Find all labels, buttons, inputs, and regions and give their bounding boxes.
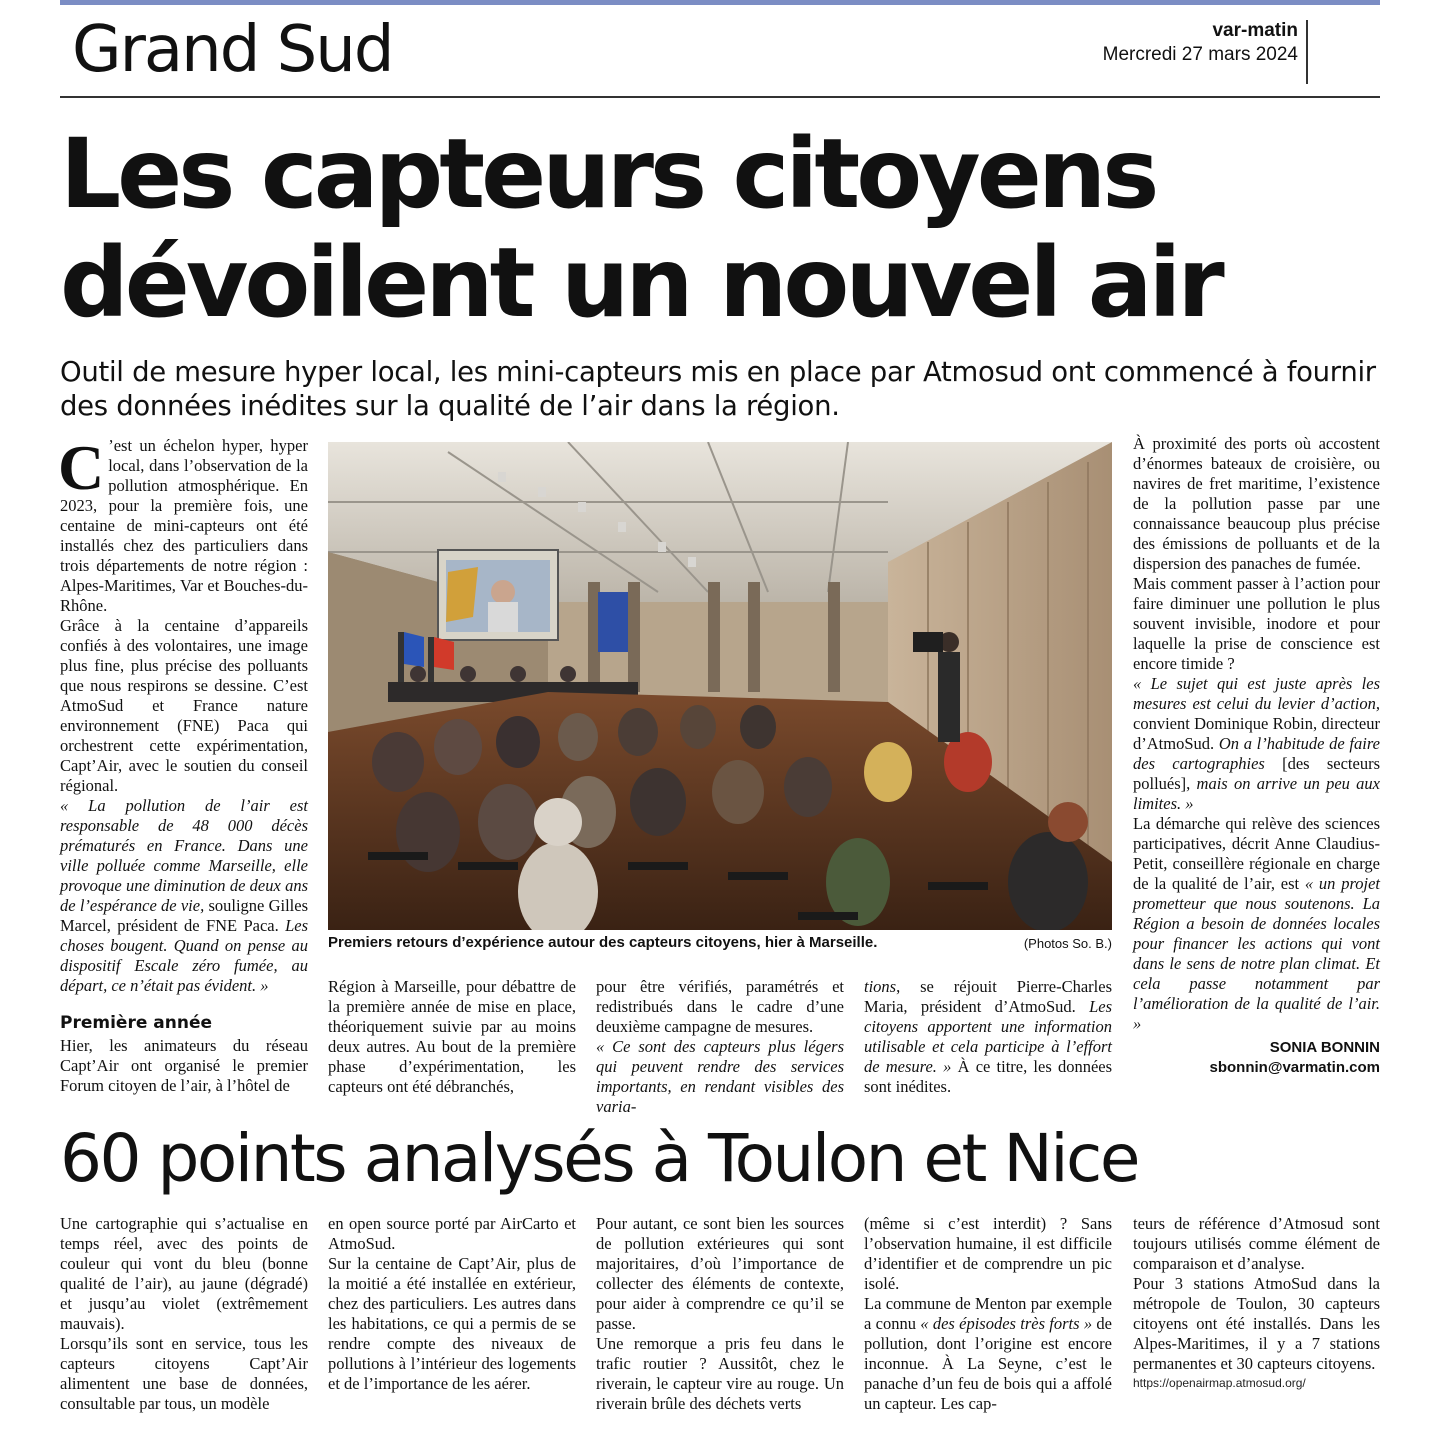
paragraph: Lorsqu’ils sont en service, tous les capteurs citoyens Capt’Air alimentent une base de données, consultable par tous, un modèle <box>60 1334 308 1413</box>
article-column-3 <box>596 977 844 1117</box>
article-column-1 <box>58 432 309 1096</box>
quote: « La pollution de l’air est responsable de 48 000 décès prématurés en France. Dans une ville polluée comme Marseille, elle provoque une diminution de deux ans de l’espérance de vie, <box>60 796 308 915</box>
photo-credit: (Photos So. B.) <box>1023 936 1112 951</box>
paragraph: (même si c’est interdit) ? Sans l’observation humaine, il est difficile d’identifier et de comprendre un pic isolé. <box>864 1214 1112 1293</box>
top-accent-bar <box>60 0 1380 5</box>
paragraph: teurs de référence d’Atmosud sont toujours utilisés comme élément de comparaison et d’analyse. <box>1133 1214 1380 1273</box>
quote: « Ce sont des capteurs plus légers qui peuvent rendre des services importants, en rendant visibles des varia- <box>596 1037 844 1116</box>
caption-text: Premiers retours d’expérience autour des capteurs citoyens, hier à Marseille. <box>328 934 878 951</box>
section-title: Grand Sud <box>72 13 393 87</box>
article-column-4 <box>864 977 1112 1097</box>
author-email: sbonnin@varmatin.com <box>1209 1059 1380 1076</box>
publication-date: Mercredi 27 mars 2024 <box>1102 44 1298 65</box>
article-column-2 <box>328 977 576 1097</box>
masthead-divider <box>1306 20 1308 84</box>
quote-paragraph: « Le sujet qui est juste après les mesures est celui du levier d’action, convient Dominique Robin, directeur d’AtmoSud. On a l’habitude de faire des cartographies [des secteurs pollués], mais on arrive un peu aux limites. » <box>1133 674 1380 813</box>
quote-paragraph: La démarche qui relève des sciences participatives, décrit Anne Claudius-Petit, conseillère régionale en charge de la qualité de l’air, est « un projet prometteur que nous soutenons. La Région a besoin de données locales pour financer les actions qui vont dans le sens de notre plan climat. Et cela passe notamment par l’amélioration de la qualité de l’air. » <box>1133 814 1380 1033</box>
standfirst: Outil de mesure hyper local, les mini-capteurs mis en place par Atmosud ont commencé à fournir des données inédites sur la qualité de l’air dans la région. <box>60 356 1376 422</box>
quote: « un projet prometteur que nous soutenons. La Région a besoin de données locales pour financer les actions qui vont dans le sens de notre plan climat. Et cela passe notamment par l’amélioration de la qualité de l’air. » <box>1133 874 1380 1033</box>
drop-cap: C <box>58 432 105 503</box>
sidebar-column-5 <box>1133 1214 1380 1392</box>
header-rule <box>60 96 1380 98</box>
intro-paragraph: C ’est un échelon hyper, hyper local, dans l’observation de la pollution atmosphérique. En 2023, pour la première fois, une centaine de mini-capteurs ont été installés chez des particuliers dans trois départements de notre région : Alpes-Maritimes, Var et Bouches-du-Rhône. <box>58 432 308 615</box>
paragraph: Hier, les animateurs du réseau Capt’Air ont organisé le premier Forum citoyen de l’air, à l’hôtel de <box>60 1036 308 1095</box>
headline-line-2: dévoilent un nouvel air <box>60 227 1221 339</box>
forum-audience-illustration <box>328 442 1112 930</box>
paragraph: Pour autant, ce sont bien les sources de pollution extérieures qui sont majoritaires, d’où l’importance de collecter des éléments de contexte, pour aider à comprendre ce qu’il se passe. <box>596 1214 844 1333</box>
quote: Les choses bougent. Quand on pense au dispositif Escale zéro fumée, au départ, ce n’était pas évident. » <box>60 916 308 995</box>
paragraph: À proximité des ports où accostent d’énormes bateaux de croisière, ou navires de fret maritime, l’existence de la pollution passe par une connaissance beaucoup plus précise des émissions de polluants et de la dispersion des panaches de fumée. <box>1133 434 1380 573</box>
paragraph: Région à Marseille, pour débattre de la première année de mise en place, théoriquement suivie par au moins deux autres. Au bout de la première phase d’expérimentation, les capteurs ont été débranchés, <box>328 977 576 1096</box>
newspaper-name: var-matin <box>1212 20 1298 41</box>
photo-caption <box>328 933 1112 953</box>
masthead <box>1103 20 1298 68</box>
quote-paragraph: « La pollution de l’air est responsable de 48 000 décès prématurés en France. Dans une ville polluée comme Marseille, elle provoque une diminution de deux ans de l’espérance de vie, souligne Gilles Marcel, président de FNE Paca. Les choses bougent. Quand on pense au dispositif Escale zéro fumée, au départ, ce n’était pas évident. » <box>60 796 309 995</box>
paragraph: Grâce à la centaine d’appareils confiés à des volontaires, une image plus fine, plus précise des polluants que nous respirons se dessine. C’est AtmoSud et France nature environnement (FNE) Paca qui orchestrent cette expérimentation, Capt’Air, avec le soutien du conseil régional. <box>60 616 308 795</box>
headline-line-1: Les capteurs citoyens <box>60 118 1156 230</box>
paragraph: Une cartographie qui s’actualise en temps réel, avec des points de couleur qui vont du bleu (bonne qualité de l’air), au jaune (dégradé) et jusqu’au violet (extrêmement mauvais). <box>60 1214 308 1333</box>
sidebar-column-2 <box>328 1214 576 1394</box>
paragraph: pour être vérifiés, paramétrés et redistribués dans le cadre d’une deuxième campagne de mesures. <box>596 977 844 1036</box>
paragraph: Une remorque a pris feu dans le trafic routier ? Aussitôt, chez le riverain, le capteur vire au rouge. Un riverain brûle des déchets verts <box>596 1334 844 1413</box>
paragraph: Sur la centaine de Capt’Air, plus de la moitié a été installée en extérieur, chez des particuliers. Les autres dans les habitations, ce qui a permis de se rendre compte des niveaux de pollutions à l’intérieur des logements et de l’importance de les aérer. <box>328 1254 576 1393</box>
main-headline <box>60 120 1380 338</box>
subheading: Première année <box>60 1013 213 1033</box>
sidebar-column-1 <box>60 1214 308 1414</box>
quote-paragraph <box>596 1037 844 1117</box>
sidebar-column-4 <box>864 1214 1112 1414</box>
paragraph: en open source porté par AirCarto et AtmoSud. <box>328 1214 576 1253</box>
quote-paragraph: tions, se réjouit Pierre-Charles Maria, président d’AtmoSud. Les citoyens apportent une information utilisable et cela participe à l’effort de mesure. » À ce titre, les données sont inédites. <box>864 977 1113 1096</box>
sidebar-headline: 60 points analysés à Toulon et Nice <box>60 1120 1138 1197</box>
quote: Les citoyens apportent une information utilisable et cela participe à l’effort de mesure. » <box>864 997 1112 1076</box>
quote: « des épisodes très forts » <box>920 1314 1093 1333</box>
paragraph: Pour 3 stations AtmoSud dans la métropole de Toulon, 30 capteurs citoyens ont été installés. Dans les Alpes-Maritimes, il y a 7 stations permanentes et 30 capteurs citoyens. <box>1133 1274 1380 1373</box>
article-column-5 <box>1133 434 1380 1078</box>
source-link[interactable]: https://openairmap.atmosud.org/ <box>1133 1376 1306 1390</box>
quote-paragraph: La commune de Menton par exemple a connu « des épisodes très forts » de pollution, dont l’origine est encore inconnue. À La Seyne, c’est le panache d’un feu de bois qui a affolé un capteur. Les cap- <box>864 1294 1112 1413</box>
conference-photo <box>328 442 1112 930</box>
paragraph: Mais comment passer à l’action pour faire diminuer une pollution le plus souvent invisible, inodore et pour laquelle la prise de conscience est encore timide ? <box>1133 574 1380 673</box>
sidebar-column-3 <box>596 1214 844 1414</box>
author-byline: SONIA BONNIN <box>1269 1039 1380 1056</box>
